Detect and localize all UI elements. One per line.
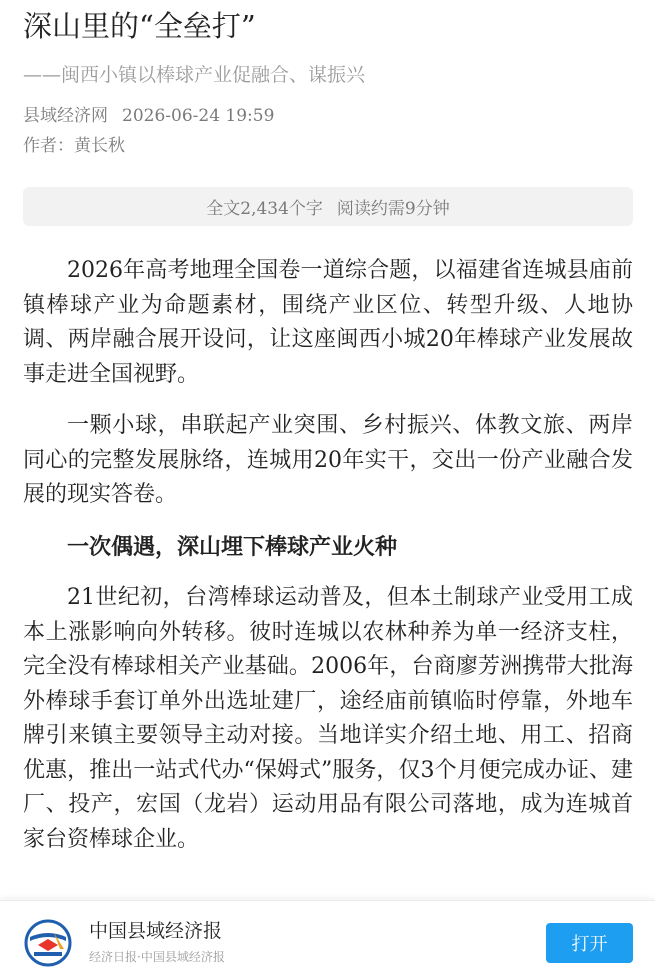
source-name[interactable]: 县域经济网 [23, 106, 108, 126]
paragraph: 2026年高考地理全国卷一道综合题，以福建省连城县庙前镇棒球产业为命题素材，围绕产业区位、转型升级、人地协调、两岸融合展开设问，让这座闽西小城20年棒球产业发展故事走进全国视野。 [23, 258, 633, 387]
newspaper-logo-icon [24, 919, 72, 967]
publish-date: 2026-06-24 19:59 [122, 106, 275, 126]
paragraph: 21世纪初，台湾棒球运动普及，但本土制球产业受用工成本上涨影响向外转移。彼时连城以农林种养为单一经济支柱，完全没有棒球相关产业基础。2006年，台商廖芳洲携带大批海外棒球手套订单外出选址建厂，途经庙前镇临时停靠，外地车牌引来镇主要领导主动对接。当地详实介绍土地、用工、招商优惠，推出一站式代办“保姆式”服务，仅3个月便完成办证、建厂、投产，宏国（龙岩）运动用品有限公司落地，成为连城首家台资棒球企业。 [23, 585, 633, 852]
article-body [23, 254, 633, 874]
section-heading: 一次偶遇，深山埋下棒球产业火种 [67, 533, 398, 560]
reading-info-bar [23, 187, 633, 226]
article-subtitle: ——闽西小镇以棒球产业促融合、谋振兴 [23, 64, 366, 86]
app-subtitle: 经济日报·中国县域经济报 [89, 950, 225, 964]
article-meta [23, 104, 274, 128]
word-count: 全文2,434个字 [206, 199, 323, 219]
reading-time: 阅读约需9分钟 [336, 199, 450, 219]
author-line: 作者：黄长秋 [23, 136, 125, 156]
app-name: 中国县域经济报 [89, 920, 223, 942]
paragraph: 一颗小球，串联起产业突围、乡村振兴、体教文旅、两岸同心的完整发展脉络，连城用20年实干，交出一份产业融合发展的现实答卷。 [23, 413, 633, 507]
open-app-button[interactable]: 打开 [546, 923, 633, 963]
article-title: 深山里的“全垒打” [23, 9, 256, 43]
